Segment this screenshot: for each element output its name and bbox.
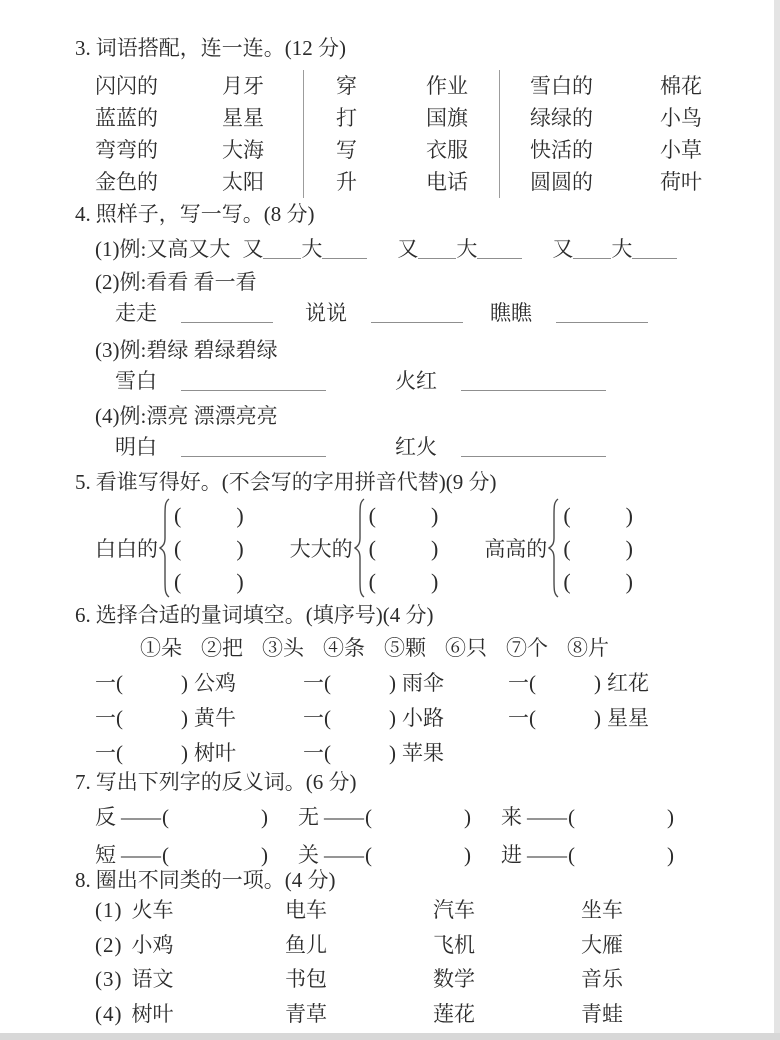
question-4-item-3-label — [95, 336, 278, 364]
word: 语文 — [131, 967, 174, 991]
measure-word-option: ②把 — [201, 636, 243, 660]
dash: —— — [527, 805, 565, 829]
paren-open: ( — [162, 843, 169, 867]
question-3-heading — [75, 34, 346, 62]
paren-close: ) — [667, 843, 674, 867]
measure-word-option: ③头 — [262, 636, 304, 660]
page-edge-bottom — [0, 1033, 780, 1040]
dash: —— — [324, 843, 362, 867]
word: 红火 — [395, 435, 437, 459]
word: 黄牛 — [194, 706, 236, 730]
row-label: (3) — [95, 967, 123, 991]
word: 公鸡 — [194, 671, 236, 695]
word: 星星 — [607, 706, 649, 730]
measure-word-option: ①朵 — [140, 636, 182, 660]
paren-open: ( — [368, 535, 376, 561]
lead-paren: 一( — [508, 706, 536, 730]
answer-parens — [174, 532, 244, 565]
answer-parens — [563, 565, 633, 598]
match-word: 闪闪的 — [95, 74, 158, 98]
paren-open: ( — [568, 843, 575, 867]
brace-icon — [159, 498, 171, 598]
question-7-grid — [95, 798, 755, 874]
pattern-char: 又 — [397, 237, 419, 261]
paren-close: ) — [389, 706, 396, 730]
blank-line — [322, 243, 367, 259]
question-4-item-1 — [95, 234, 677, 264]
paren-open: ( — [365, 843, 372, 867]
paren-close: ) — [594, 706, 601, 730]
answer-parens — [174, 565, 244, 598]
paren-close: ) — [236, 535, 244, 561]
question-8-grid — [95, 893, 755, 1031]
fill-item — [95, 701, 303, 736]
match-word: 星星 — [222, 106, 264, 130]
fill-item — [508, 701, 735, 736]
match-group-3 — [499, 70, 734, 198]
match-group-1 — [95, 70, 303, 198]
fill-unit — [395, 366, 735, 396]
match-word: 金色的 — [95, 170, 158, 194]
match-group-2 — [303, 70, 499, 198]
word: 电车 — [285, 898, 327, 922]
fill-item — [303, 736, 508, 771]
paren-column — [563, 499, 633, 598]
question-3-number: 3. — [75, 36, 91, 60]
paren-close: ) — [236, 502, 244, 528]
match-word: 电话 — [426, 170, 468, 194]
question-7-number: 7. — [75, 770, 91, 794]
paren-close: ) — [261, 805, 268, 829]
measure-word-option: ⑦个 — [506, 636, 548, 660]
fill-unit — [115, 366, 395, 396]
dash: —— — [121, 805, 159, 829]
match-word: 小鸟 — [660, 106, 702, 130]
word: 大雁 — [581, 932, 623, 957]
paren-close: ) — [181, 706, 188, 730]
paren-open: ( — [174, 535, 182, 561]
paren-open: ( — [174, 502, 182, 528]
dash: —— — [527, 843, 565, 867]
question-4-item-2-label — [95, 268, 257, 296]
match-word: 绿绿的 — [530, 106, 593, 130]
example-label: (2)例:看看 看一看 — [95, 270, 257, 294]
blank-line — [181, 375, 326, 391]
word: 青蛙 — [581, 1001, 623, 1026]
match-word: 升 — [336, 170, 357, 194]
paren-open: ( — [368, 568, 376, 594]
paren-open: ( — [368, 502, 376, 528]
word: 小鸡 — [131, 932, 174, 957]
word: 坐车 — [581, 898, 623, 922]
paren-close: ) — [181, 671, 188, 695]
lead-paren: 一( — [95, 671, 123, 695]
row-label: (2) — [95, 932, 123, 957]
question-6-number: 6. — [75, 603, 91, 627]
word: 汽车 — [433, 898, 475, 922]
fill-item — [95, 666, 303, 701]
write-group — [290, 498, 439, 598]
paren-close: ) — [625, 535, 633, 561]
blank-line — [181, 441, 326, 457]
blank-line — [181, 307, 273, 323]
question-7-heading — [75, 768, 357, 796]
match-word: 打 — [336, 106, 357, 130]
measure-word-option: ⑥只 — [445, 636, 487, 660]
match-word: 快活的 — [530, 138, 593, 162]
question-7-title: 写出下列字的反义词。(6 分) — [95, 770, 357, 794]
match-word: 圆圆的 — [530, 170, 593, 194]
fill-unit — [242, 237, 367, 261]
example-label: (3)例:碧绿 碧绿碧绿 — [95, 338, 278, 362]
question-8-number: 8. — [75, 868, 91, 892]
brace-icon — [354, 498, 366, 598]
group-label: 大大的 — [289, 537, 353, 561]
paren-open: ( — [563, 535, 571, 561]
antonym-item — [501, 798, 755, 836]
match-word: 弯弯的 — [95, 138, 158, 162]
word: 瞧瞧 — [490, 301, 532, 325]
write-group — [484, 498, 633, 598]
fill-unit — [490, 298, 755, 328]
answer-parens — [563, 499, 633, 532]
match-word: 大海 — [222, 138, 264, 162]
fill-item — [303, 666, 508, 701]
word: 红花 — [607, 671, 649, 695]
paren-close: ) — [236, 568, 244, 594]
example-label: (1)例:又高又大 — [95, 237, 231, 261]
blank-line — [461, 375, 606, 391]
word: 说说 — [305, 301, 347, 325]
blank-line — [371, 307, 463, 323]
word: 火红 — [395, 369, 437, 393]
question-4-item-4-label — [95, 402, 278, 430]
pattern-char: 又 — [552, 237, 574, 261]
paren-close: ) — [389, 671, 396, 695]
blank-line — [418, 243, 456, 259]
word: 飞机 — [433, 932, 475, 957]
question-6-options — [140, 634, 628, 662]
source-char: 无 — [298, 805, 319, 829]
source-char: 关 — [298, 843, 319, 867]
question-4-heading — [75, 200, 315, 228]
match-word: 雪白的 — [530, 74, 593, 98]
group-label: 高高的 — [484, 537, 548, 561]
paren-column — [174, 499, 244, 598]
question-4-title: 照样子，写一写。(8 分) — [95, 202, 315, 226]
match-word: 月牙 — [222, 74, 264, 98]
row-first-cell — [95, 893, 285, 928]
lead-paren: 一( — [303, 706, 331, 730]
fill-unit — [552, 237, 677, 261]
source-char: 短 — [95, 843, 116, 867]
paren-open: ( — [365, 805, 372, 829]
paren-close: ) — [389, 741, 396, 765]
fill-unit — [305, 298, 490, 328]
lead-paren: 一( — [303, 741, 331, 765]
match-word: 荷叶 — [660, 170, 702, 194]
paren-close: ) — [430, 568, 439, 594]
fill-unit — [115, 432, 395, 462]
dash: —— — [121, 843, 159, 867]
question-8-heading — [75, 866, 336, 894]
word: 莲花 — [433, 1001, 475, 1026]
paren-close: ) — [430, 535, 439, 561]
fill-item — [95, 736, 303, 771]
word: 小路 — [402, 706, 444, 730]
paren-close: ) — [667, 805, 674, 829]
write-group — [95, 498, 244, 598]
word: 火车 — [131, 898, 174, 922]
question-5-heading — [75, 468, 496, 496]
answer-parens — [563, 532, 633, 565]
pattern-char: 大 — [611, 237, 633, 261]
page-edge-right — [774, 0, 780, 1040]
question-3-title: 词语搭配，连一连。(12 分) — [95, 36, 346, 60]
answer-parens — [174, 499, 244, 532]
question-5-number: 5. — [75, 470, 91, 494]
match-word: 衣服 — [426, 138, 468, 162]
paren-close: ) — [430, 502, 439, 528]
antonym-item — [95, 798, 298, 836]
row-label: (4) — [95, 1001, 123, 1026]
match-word: 国旗 — [426, 106, 468, 130]
paren-open: ( — [568, 805, 575, 829]
blank-line — [632, 243, 677, 259]
question-4-item-2-row — [115, 298, 755, 328]
fill-unit — [115, 298, 305, 328]
paren-close: ) — [594, 671, 601, 695]
question-4-item-3-row — [115, 366, 735, 396]
empty-cell — [508, 736, 735, 771]
group-label: 白白的 — [95, 537, 158, 561]
word: 数学 — [433, 967, 475, 991]
measure-word-option: ④条 — [323, 636, 365, 660]
lead-paren: 一( — [95, 741, 123, 765]
question-6-title: 选择合适的量词填空。(填序号)(4 分) — [95, 603, 434, 627]
word: 书包 — [285, 967, 327, 991]
word: 雪白 — [115, 369, 157, 393]
pattern-char: 又 — [242, 237, 264, 261]
question-6-grid — [95, 666, 735, 771]
word: 雨伞 — [402, 671, 444, 695]
word: 音乐 — [581, 967, 623, 991]
paren-close: ) — [625, 502, 633, 528]
dash: —— — [324, 805, 362, 829]
measure-word-option: ⑤颗 — [384, 636, 426, 660]
question-4-number: 4. — [75, 202, 91, 226]
question-8-title: 圈出不同类的一项。(4 分) — [95, 868, 336, 892]
fill-item — [508, 666, 735, 701]
row-first-cell — [95, 962, 285, 997]
lead-paren: 一( — [303, 671, 331, 695]
paren-open: ( — [174, 568, 182, 594]
question-4-item-4-row — [115, 432, 735, 462]
answer-parens — [369, 532, 439, 565]
match-word: 作业 — [426, 74, 468, 98]
paren-close: ) — [181, 741, 188, 765]
paren-close: ) — [464, 805, 471, 829]
paren-open: ( — [563, 568, 571, 594]
source-char: 反 — [95, 805, 116, 829]
lead-paren: 一( — [508, 671, 536, 695]
pattern-char: 大 — [456, 237, 478, 261]
fill-unit — [397, 237, 522, 261]
word: 苹果 — [402, 741, 444, 765]
source-char: 来 — [501, 805, 522, 829]
row-first-cell — [95, 997, 285, 1032]
answer-parens — [369, 499, 439, 532]
example-label: (4)例:漂亮 漂漂亮亮 — [95, 404, 278, 428]
word: 青草 — [285, 1001, 327, 1026]
paren-close: ) — [625, 568, 633, 594]
blank-line — [573, 243, 611, 259]
blank-line — [477, 243, 522, 259]
row-first-cell — [95, 928, 285, 963]
paren-column — [369, 499, 439, 598]
antonym-item — [501, 836, 755, 874]
paren-open: ( — [162, 805, 169, 829]
match-word: 小草 — [660, 138, 702, 162]
pattern-char: 大 — [301, 237, 323, 261]
question-3-match-grid — [95, 70, 734, 198]
question-6-heading — [75, 601, 433, 629]
blank-line — [263, 243, 301, 259]
match-word: 写 — [336, 138, 357, 162]
paren-open: ( — [563, 502, 571, 528]
match-word: 蓝蓝的 — [95, 106, 158, 130]
question-5-title: 看谁写得好。(不会写的字用拼音代替)(9 分) — [95, 470, 497, 494]
match-word: 棉花 — [660, 74, 702, 98]
paren-close: ) — [261, 843, 268, 867]
fill-unit — [395, 432, 735, 462]
blank-line — [556, 307, 648, 323]
word: 树叶 — [131, 1001, 174, 1026]
word: 树叶 — [194, 741, 236, 765]
word: 走走 — [115, 301, 157, 325]
match-word: 太阳 — [222, 170, 264, 194]
row-label: (1) — [95, 898, 123, 922]
brace-icon — [548, 498, 560, 598]
antonym-item — [298, 798, 501, 836]
source-char: 进 — [501, 843, 522, 867]
measure-word-option: ⑧片 — [567, 636, 609, 660]
paren-close: ) — [464, 843, 471, 867]
blank-line — [461, 441, 606, 457]
question-5-body — [95, 498, 679, 598]
answer-parens — [369, 565, 439, 598]
match-word: 穿 — [336, 74, 357, 98]
fill-item — [303, 701, 508, 736]
lead-paren: 一( — [95, 706, 123, 730]
word: 鱼儿 — [285, 932, 327, 957]
word: 明白 — [115, 435, 157, 459]
